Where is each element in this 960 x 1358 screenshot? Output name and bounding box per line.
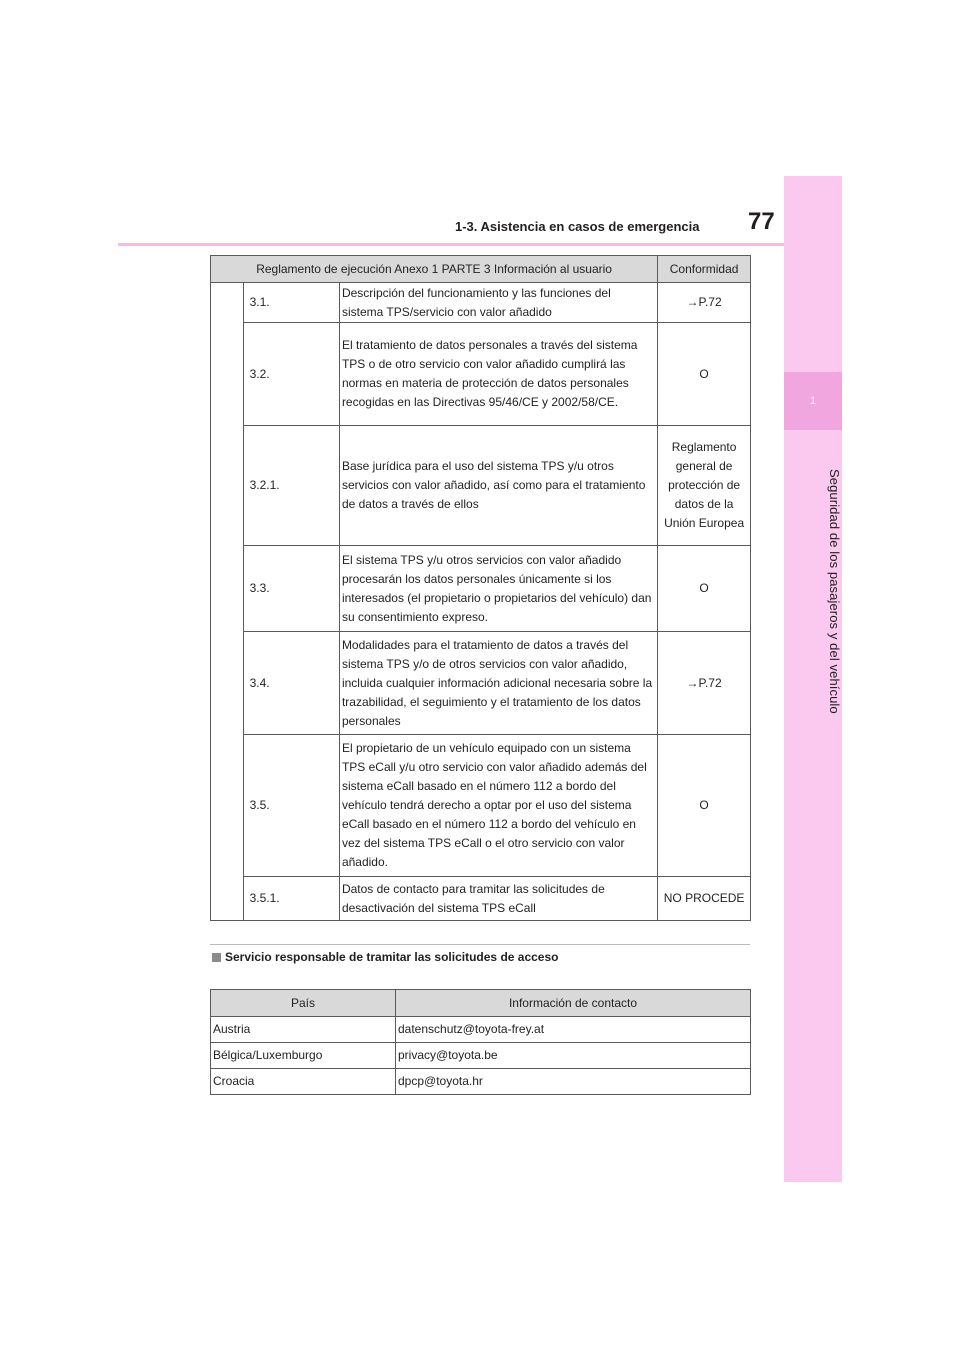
row-description: El sistema TPS y/u otros servicios con valor añadido procesarán los datos personales únicamente si los interesados (el propietario o propietarios del vehículo) dan su consentimiento expreso. <box>339 546 657 632</box>
country-header: País <box>211 990 396 1017</box>
row-number: 3.4. <box>243 632 339 735</box>
contact-table <box>210 989 751 1095</box>
table-row <box>211 1043 751 1069</box>
square-bullet-icon <box>212 953 221 962</box>
table-header-row <box>211 256 751 283</box>
row-description: Base jurídica para el uso del sistema TPS y/u otros servicios con valor añadido, así como para el tratamiento de datos a través de ellos <box>339 426 657 546</box>
row-number: 3.5. <box>243 735 339 877</box>
section-divider <box>210 944 750 945</box>
access-section-heading <box>212 950 558 964</box>
table-row <box>211 546 751 632</box>
row-conformity: O <box>658 323 751 426</box>
table-row <box>211 283 751 323</box>
contact-cell: dpcp@toyota.hr <box>396 1069 751 1095</box>
row-description: Datos de contacto para tramitar las solicitudes de desactivación del sistema TPS eCall <box>339 877 657 921</box>
row-description: Descripción del funcionamiento y las funciones del sistema TPS/servicio con valor añadido <box>339 283 657 323</box>
row-conformity: Reglamento general de protección de datos de la Unión Europea <box>658 426 751 546</box>
row-description: El tratamiento de datos personales a través del sistema TPS o de otro servicio con valor añadido cumplirá las normas en materia de protección de datos personales recogidas en las Directivas 95/46/CE y 2002/58/CE. <box>339 323 657 426</box>
table-header-row <box>211 990 751 1017</box>
row-description: Modalidades para el tratamiento de datos a través del sistema TPS y/o de otros servicios con valor añadido, incluida cualquier información adicional necesaria sobre la trazabilidad, el seguimiento y el tratamiento de los datos personales <box>339 632 657 735</box>
chapter-side-tab <box>784 176 842 1182</box>
chapter-number: 1 <box>784 372 842 430</box>
row-conformity: O <box>658 546 751 632</box>
row-conformity: →P.72 <box>658 632 751 735</box>
blank-cell <box>211 283 244 921</box>
regulation-table <box>210 255 751 921</box>
table-row <box>211 632 751 735</box>
country-cell: Bélgica/Luxemburgo <box>211 1043 396 1069</box>
country-cell: Austria <box>211 1017 396 1043</box>
contact-cell: datenschutz@toyota-frey.at <box>396 1017 751 1043</box>
row-description: El propietario de un vehículo equipado con un sistema TPS eCall y/u otro servicio con valor añadido además del sistema eCall basado en el número 112 a bordo del vehículo tendrá derecho a optar por el uso del sistema eCall basado en el número 112 a bordo del vehículo en vez del sistema TPS eCall o el otro servicio con valor añadido. <box>339 735 657 877</box>
contact-header: Información de contacto <box>396 990 751 1017</box>
row-number: 3.2. <box>243 323 339 426</box>
row-conformity: O <box>658 735 751 877</box>
row-conformity: NO PROCEDE <box>658 877 751 921</box>
row-number: 3.5.1. <box>243 877 339 921</box>
page-number: 77 <box>748 208 775 235</box>
conformity-header: Conformidad <box>658 256 751 283</box>
row-number: 3.3. <box>243 546 339 632</box>
section-title: 1-3. Asistencia en casos de emergencia <box>455 219 700 234</box>
table-row <box>211 877 751 921</box>
access-heading-text: Servicio responsable de tramitar las solicitudes de acceso <box>225 950 559 964</box>
table-row <box>211 735 751 877</box>
header-divider <box>118 243 784 246</box>
row-conformity: →P.72 <box>658 283 751 323</box>
table-row <box>211 426 751 546</box>
contact-cell: privacy@toyota.be <box>396 1043 751 1069</box>
country-cell: Croacia <box>211 1069 396 1095</box>
row-number: 3.2.1. <box>243 426 339 546</box>
chapter-title: Seguridad de los pasajeros y del vehículo <box>827 468 842 714</box>
table-row <box>211 1069 751 1095</box>
regulation-header: Reglamento de ejecución Anexo 1 PARTE 3 Información al usuario <box>211 256 658 283</box>
table-row <box>211 323 751 426</box>
row-number: 3.1. <box>243 283 339 323</box>
table-row <box>211 1017 751 1043</box>
